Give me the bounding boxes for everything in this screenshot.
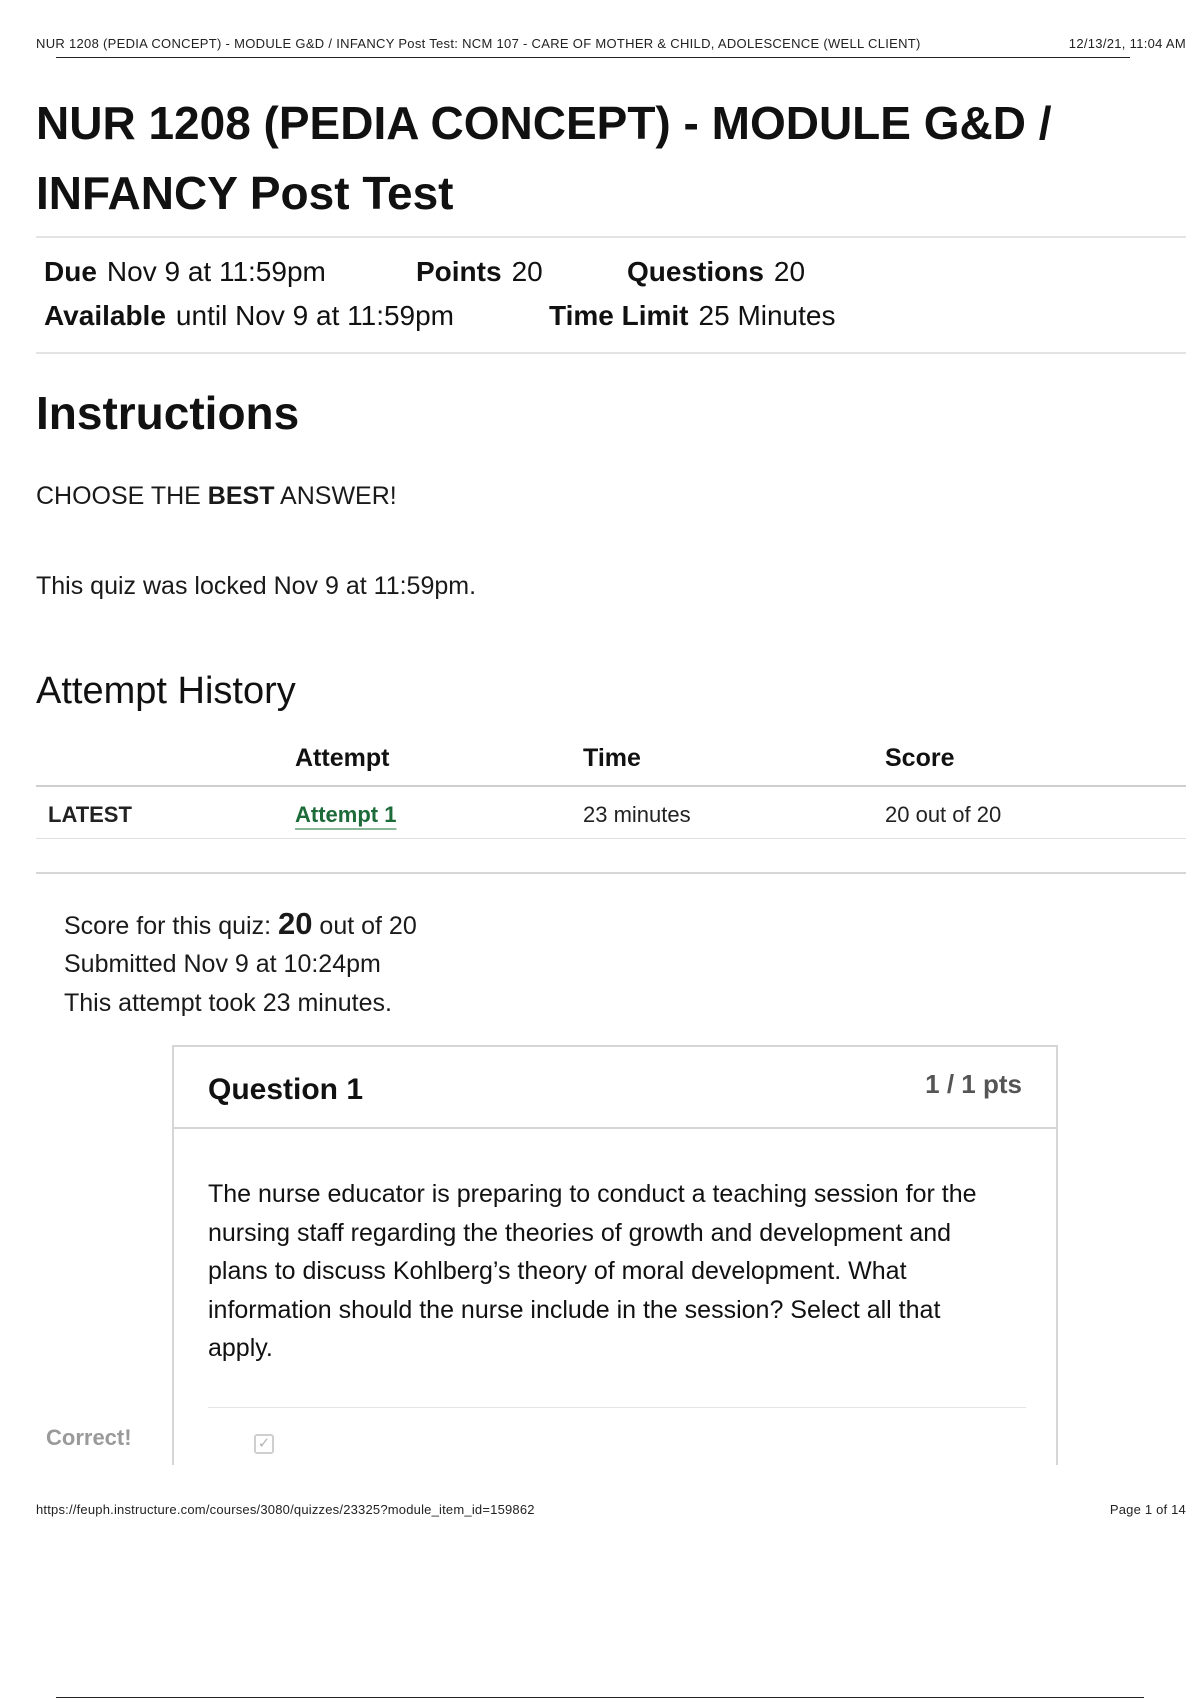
column-header-score: Score	[885, 744, 955, 772]
available-label: Available	[44, 300, 166, 331]
due-label: Due	[44, 256, 97, 287]
question-header	[174, 1047, 1056, 1129]
check-icon: ✓	[257, 1435, 271, 1452]
title-divider	[36, 236, 1186, 238]
section-divider	[36, 872, 1186, 874]
table-header-divider	[36, 785, 1186, 787]
question-points: 1 / 1 pts	[925, 1069, 1022, 1099]
meta-time-limit	[549, 300, 835, 332]
column-header-attempt: Attempt	[295, 744, 390, 772]
time-limit-value: 25 Minutes	[698, 300, 836, 331]
meta-points	[416, 256, 543, 288]
quiz-score-summary: Score for this quiz: 20 out of 20	[64, 906, 417, 941]
header-divider	[56, 57, 1130, 58]
page-url: https://feuph.instructure.com/courses/3080/quizzes/23325?module_item_id=159862	[36, 1502, 535, 1517]
table-row-divider	[36, 838, 1186, 839]
attempt-row-label: LATEST	[48, 802, 132, 827]
points-value: 20	[511, 256, 543, 287]
meta-available	[44, 300, 454, 332]
attempt-time: 23 minutes	[583, 802, 691, 827]
question-card	[172, 1045, 1058, 1465]
points-label: Points	[416, 256, 502, 287]
instructions-text: CHOOSE THE BEST ANSWER!	[36, 482, 397, 510]
due-value: Nov 9 at 11:59pm	[106, 256, 326, 287]
attempt-score: 20 out of 20	[885, 802, 1002, 827]
attempt-duration: This attempt took 23 minutes.	[64, 989, 392, 1017]
attempt-history-heading: Attempt History	[36, 670, 296, 712]
page-number: Page 1 of 14	[1109, 1502, 1186, 1517]
attempt-1-link[interactable]: Attempt 1	[295, 802, 397, 827]
questions-label: Questions	[627, 256, 764, 287]
question-answers-divider	[208, 1407, 1026, 1408]
answer-checkbox[interactable]	[254, 1434, 274, 1454]
page-title: NUR 1208 (PEDIA CONCEPT) - MODULE G&D / INFANCY Post Test	[36, 97, 1052, 219]
print-header-datetime: 12/13/21, 11:04 AM	[1068, 36, 1186, 51]
correct-answer-label: Correct!	[46, 1425, 132, 1450]
attempt-1-link-cell	[295, 802, 396, 828]
bottom-divider	[56, 1697, 1144, 1698]
print-header-title: NUR 1208 (PEDIA CONCEPT) - MODULE G&D / INFANCY Post Test: NCM 107 - CARE OF MOTHER & CHILD, ADOLESCENCE (WELL CLIENT)	[36, 36, 921, 51]
column-header-time: Time	[583, 744, 641, 772]
question-title: Question 1	[208, 1073, 364, 1106]
meta-due	[44, 256, 326, 288]
meta-questions	[627, 256, 805, 288]
submitted-time: Submitted Nov 9 at 10:24pm	[64, 950, 381, 978]
available-value: until Nov 9 at 11:59pm	[175, 300, 455, 331]
question-text: The nurse educator is preparing to conduct a teaching session for the nursing staff regarding the theories of growth and development and plans to discuss Kohlberg’s theory of moral development. What information should the nurse include in the session? Select all that apply.	[208, 1180, 977, 1362]
instructions-heading: Instructions	[36, 387, 300, 439]
questions-value: 20	[773, 256, 806, 287]
quiz-locked-notice: This quiz was locked Nov 9 at 11:59pm.	[36, 572, 477, 600]
meta-divider	[36, 352, 1186, 354]
quiz-score-value: 20	[277, 906, 313, 941]
time-limit-label: Time Limit	[549, 300, 689, 331]
